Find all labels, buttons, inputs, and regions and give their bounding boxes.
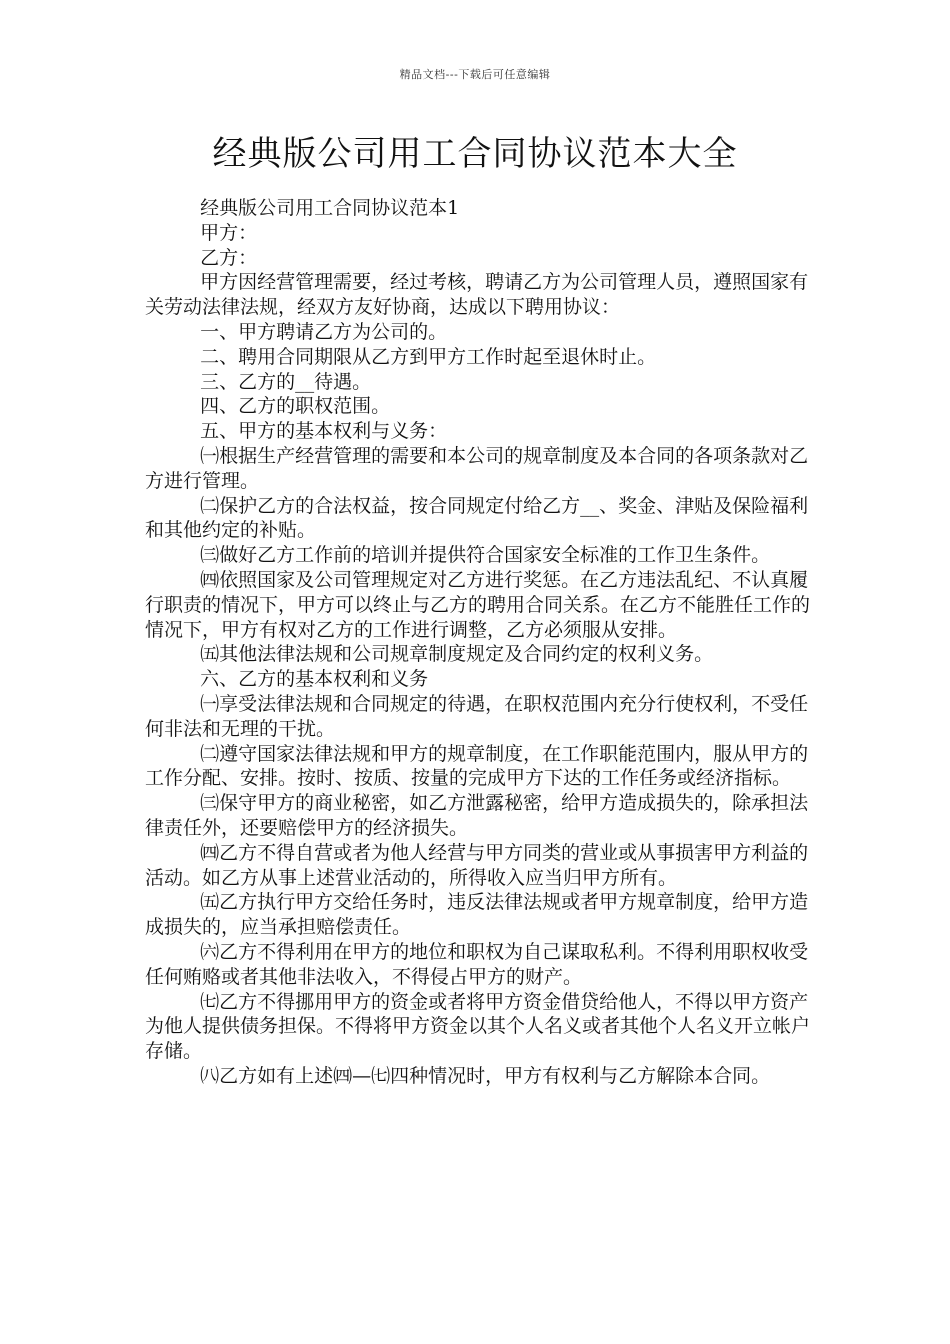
body-paragraph: ㈡保护乙方的合法权益，按合同规定付给乙方__、奖金、津贴及保险福利和其他约定的补贴。 (145, 494, 809, 542)
body-paragraph: ㈡遵守国家法律法规和甲方的规章制度，在工作职能范围内，服从甲方的工作分配、安排。按时、按质、按量的完成甲方下达的工作任务或经济指标。 (145, 742, 809, 790)
document-title: 经典版公司用工合同协议范本大全 (212, 134, 738, 174)
body-paragraph: 二、聘用合同期限从乙方到甲方工作时起至退休时止。 (200, 345, 657, 368)
body-paragraph: 一、甲方聘请乙方为公司的。 (200, 320, 448, 343)
body-paragraph: ㈦乙方不得挪用甲方的资金或者将甲方资金借贷给他人，不得以甲方资产为他人提供债务担保。不得将甲方资金以其个人名义或者其他个人名义开立帐户存储。 (145, 990, 811, 1063)
body-paragraph: 甲方： (200, 221, 258, 244)
body-paragraph: 甲方因经营管理需要，经过考核，聘请乙方为公司管理人员，遵照国家有关劳动法律法规，经双方友好协商，达成以下聘用协议： (145, 271, 809, 319)
body-paragraph: ㈧乙方如有上述㈣—㈦四种情况时，甲方有权利与乙方解除本合同。 (200, 1064, 771, 1087)
body-paragraph: 六、乙方的基本权利和义务 (200, 668, 429, 691)
body-paragraph: ㈣乙方不得自营或者为他人经营与甲方同类的营业或从事损害甲方利益的活动。如乙方从事上述营业活动的，所得收入应当归甲方所有。 (145, 841, 809, 889)
body-paragraph: 三、乙方的__待遇。 (200, 370, 372, 393)
body-paragraph: 五、甲方的基本权利与义务： (200, 420, 448, 443)
body-paragraph: 四、乙方的职权范围。 (200, 395, 391, 418)
body-paragraph: ㈠根据生产经营管理的需要和本公司的规章制度及本合同的各项条款对乙方进行管理。 (145, 444, 809, 492)
body-paragraph: ㈢做好乙方工作前的培训并提供符合国家安全标准的工作卫生条件。 (200, 544, 771, 567)
body-paragraph: ㈥乙方不得利用在甲方的地位和职权为自己谋取私利。不得利用职权收受任何贿赂或者其他非法收入，不得侵占甲方的财产。 (145, 940, 809, 988)
body-paragraph: 经典版公司用工合同协议范本1 (200, 197, 460, 219)
body-paragraph: ㈤其他法律法规和公司规章制度规定及合同约定的权利义务。 (200, 643, 714, 666)
body-paragraph: ㈣依照国家及公司管理规定对乙方进行奖惩。在乙方违法乱纪、不认真履行职责的情况下，甲方可以终止与乙方的聘用合同关系。在乙方不能胜任工作的情况下，甲方有权对乙方的工作进行调整，乙方必须服从安排。 (145, 568, 811, 641)
body-paragraph: 乙方： (200, 246, 258, 269)
header-note: 精品文档---下载后可任意编辑 (399, 68, 551, 81)
document-body (145, 196, 810, 1089)
body-paragraph: ㈠享受法律法规和合同规定的待遇，在职权范围内充分行使权利，不受任何非法和无理的干扰。 (145, 692, 809, 740)
body-paragraph: ㈤乙方执行甲方交给任务时，违反法律法规或者甲方规章制度，给甲方造成损失的，应当承担赔偿责任。 (145, 891, 809, 939)
body-paragraph: ㈢保守甲方的商业秘密，如乙方泄露秘密，给甲方造成损失的，除承担法律责任外，还要赔偿甲方的经济损失。 (145, 792, 809, 839)
